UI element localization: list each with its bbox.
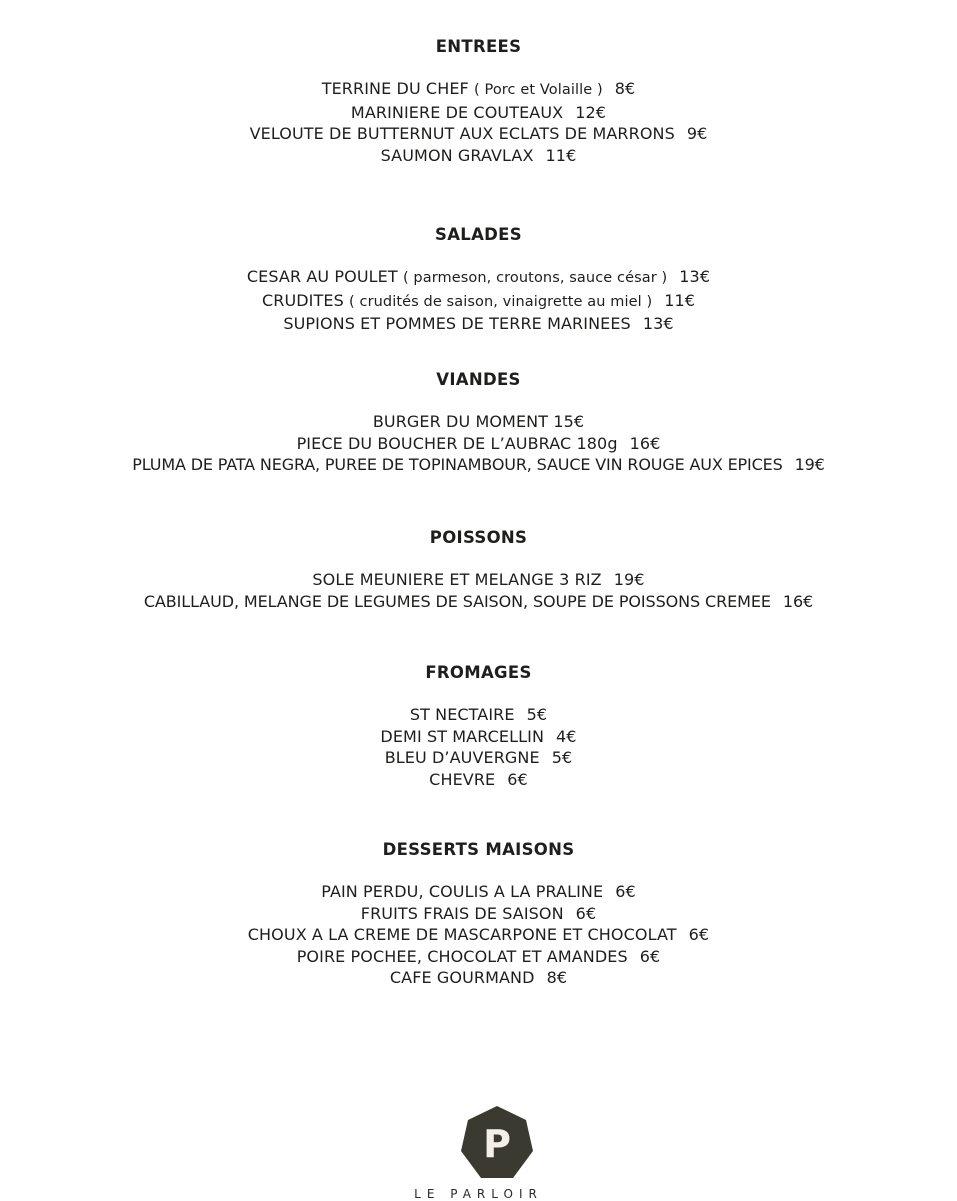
item-list xyxy=(0,411,957,476)
menu-item xyxy=(0,924,957,946)
section-title: POISSONS xyxy=(429,528,528,547)
menu-item xyxy=(0,266,957,290)
logo-letter: P xyxy=(483,1122,511,1166)
le-parloir-logo-icon xyxy=(459,1105,535,1181)
item-price: 13€ xyxy=(679,267,711,286)
item-name: SAUMON GRAVLAX xyxy=(380,145,534,165)
item-price: 4€ xyxy=(556,726,577,746)
item-price: 8€ xyxy=(614,79,636,98)
section-salades xyxy=(0,224,957,335)
item-name: MARINIERE DE COUTEAUX xyxy=(350,102,564,122)
menu-item xyxy=(0,726,957,748)
section-title: VIANDES xyxy=(436,370,521,389)
item-desc: ( parmeson, croutons, sauce césar ) xyxy=(402,270,668,286)
item-desc: ( Porc et Volaille ) xyxy=(474,82,603,98)
item-name: CHOUX A LA CREME DE MASCARPONE ET CHOCOLAT xyxy=(247,925,677,945)
menu-item xyxy=(0,313,957,335)
section-title: SALADES xyxy=(435,225,522,244)
item-price: 13€ xyxy=(642,314,674,334)
menu-item xyxy=(0,290,957,314)
item-price: 19€ xyxy=(794,455,825,475)
menu-item xyxy=(0,569,957,591)
item-name: SUPIONS ET POMMES DE TERRE MARINEES xyxy=(283,314,631,334)
menu-item xyxy=(0,769,957,791)
item-price: 6€ xyxy=(639,946,661,966)
menu-item xyxy=(0,591,957,613)
item-name: CRUDITES xyxy=(261,290,344,310)
item-price: 9€ xyxy=(686,124,708,144)
item-price: 11€ xyxy=(545,145,577,165)
menu-item xyxy=(0,747,957,769)
menu-item xyxy=(0,123,957,145)
item-list xyxy=(0,704,957,790)
item-price: 12€ xyxy=(575,102,607,122)
item-name: PAIN PERDU, COULIS A LA PRALINE xyxy=(321,882,604,901)
section-title: DESSERTS MAISONS xyxy=(382,840,575,859)
item-name: POIRE POCHEE, CHOCOLAT ET AMANDES xyxy=(296,946,628,966)
item-price: 16€ xyxy=(629,433,661,453)
menu-item xyxy=(0,145,957,167)
item-price: 11€ xyxy=(664,290,696,310)
item-name: VELOUTE DE BUTTERNUT AUX ECLATS DE MARRONS xyxy=(249,124,675,144)
item-price: 19€ xyxy=(613,570,645,589)
section-viandes xyxy=(0,369,957,476)
menu-item xyxy=(0,454,957,476)
item-price: 5€ xyxy=(526,705,548,724)
section-title: FROMAGES xyxy=(425,663,532,682)
item-list xyxy=(0,881,957,989)
section-entrees xyxy=(0,36,957,166)
item-name: FRUITS FRAIS DE SAISON xyxy=(360,903,564,923)
item-price: 5€ xyxy=(551,748,573,768)
item-name: TERRINE DU CHEF xyxy=(321,79,469,98)
menu-item xyxy=(0,903,957,925)
item-price: 6€ xyxy=(688,925,710,945)
item-name: BLEU D’AUVERGNE xyxy=(384,748,540,768)
item-name: CAFE GOURMAND xyxy=(389,968,535,988)
item-name: PLUMA DE PATA NEGRA, PUREE DE TOPINAMBOUR, SAUCE VIN ROUGE AUX EPICES xyxy=(132,455,783,475)
brand-name: LE PARLOIR xyxy=(414,1187,543,1201)
menu-item xyxy=(0,433,957,455)
item-name: BURGER DU MOMENT xyxy=(372,412,549,431)
menu-item xyxy=(0,881,957,903)
item-list xyxy=(0,266,957,335)
menu-item xyxy=(0,102,957,124)
section-fromages xyxy=(0,662,957,790)
item-price: 8€ xyxy=(546,968,568,988)
item-price: 15€ xyxy=(553,412,585,431)
item-name: PIECE DU BOUCHER DE L’AUBRAC 180g xyxy=(296,433,618,453)
item-price: 6€ xyxy=(575,903,597,923)
section-title: ENTREES xyxy=(435,37,522,56)
section-desserts xyxy=(0,839,957,989)
item-price: 16€ xyxy=(782,591,814,611)
menu-item xyxy=(0,946,957,968)
item-name: CESAR AU POULET xyxy=(246,267,398,286)
item-list xyxy=(0,569,957,612)
item-desc: ( crudités de saison, vinaigrette au miel ) xyxy=(349,293,653,310)
menu-item xyxy=(0,704,957,726)
menu-item xyxy=(0,78,957,102)
item-name: CHEVRE xyxy=(429,769,496,789)
item-name: SOLE MEUNIERE ET MELANGE 3 RIZ xyxy=(312,570,602,589)
section-poissons xyxy=(0,527,957,612)
item-list xyxy=(0,78,957,166)
item-name: ST NECTAIRE xyxy=(409,705,515,724)
menu-item xyxy=(0,967,957,989)
menu-item xyxy=(0,411,957,433)
item-price: 6€ xyxy=(507,769,528,789)
item-name: DEMI ST MARCELLIN xyxy=(380,726,545,746)
item-name: CABILLAUD, MELANGE DE LEGUMES DE SAISON, SOUPE DE POISSONS CREMEE xyxy=(143,591,771,611)
item-price: 6€ xyxy=(615,882,636,901)
